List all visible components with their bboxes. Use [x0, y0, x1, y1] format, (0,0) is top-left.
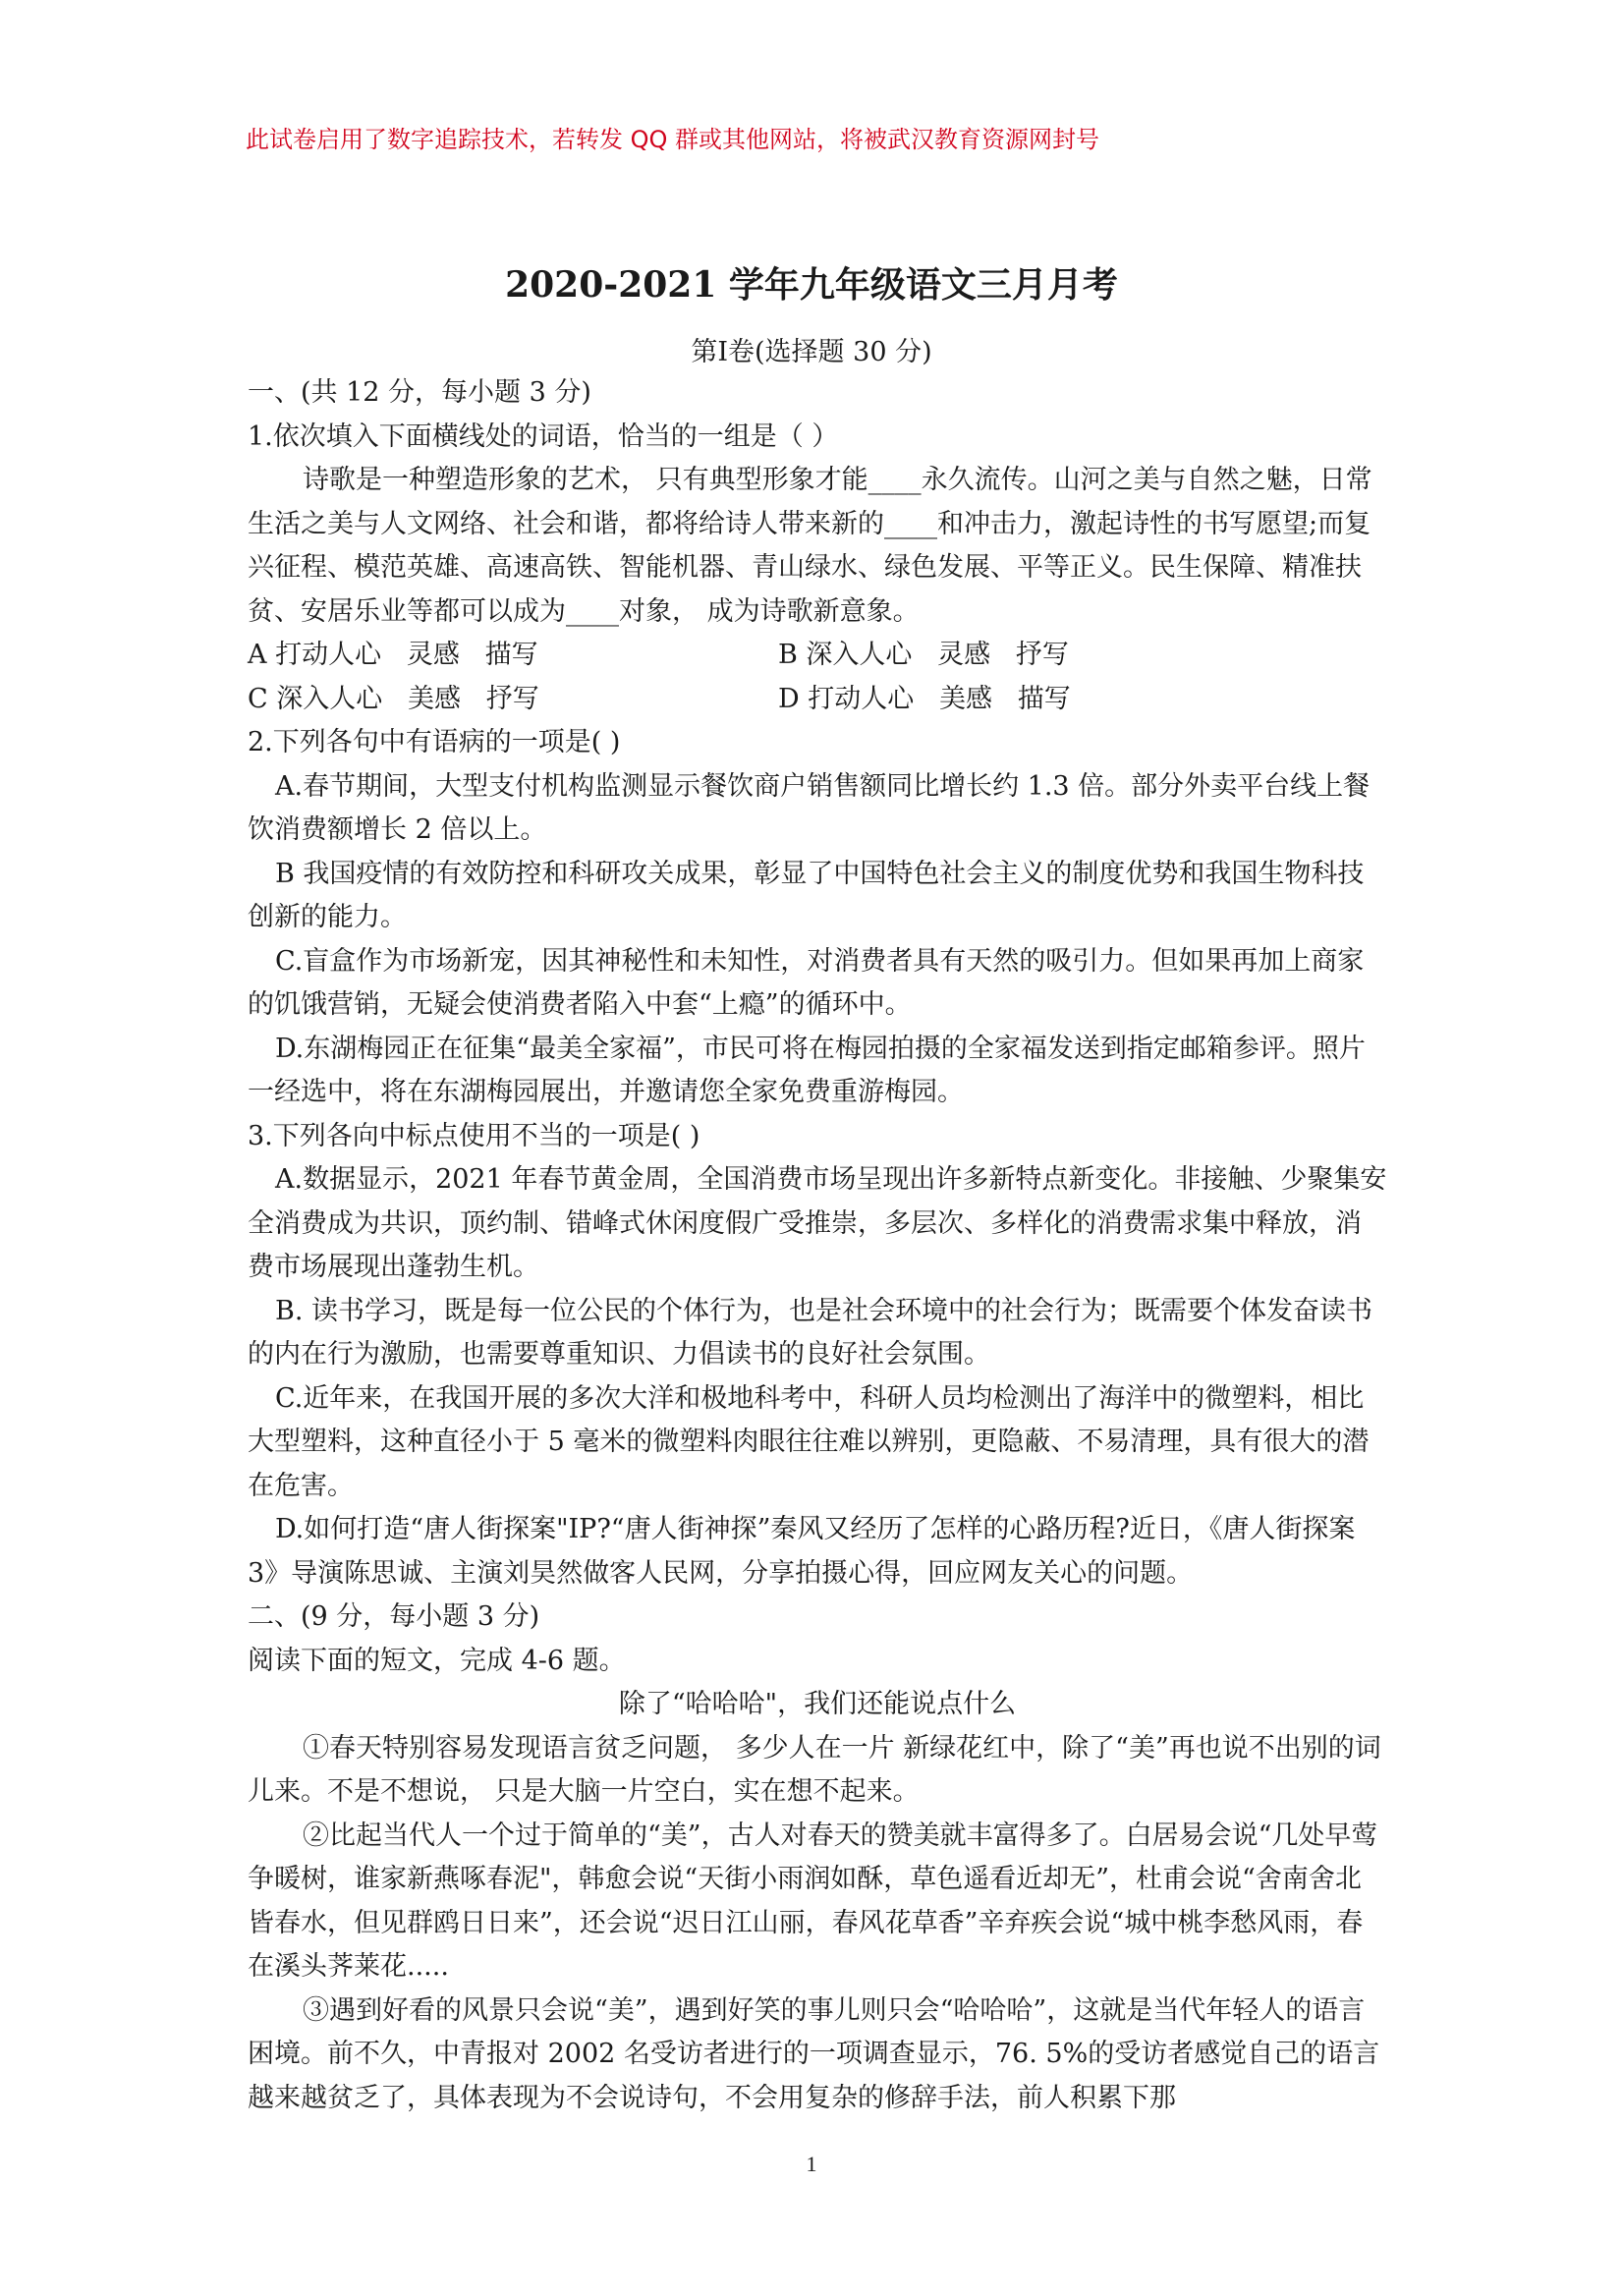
article-paragraph-3: ③遇到好看的风景只会说“美”，遇到好笑的事儿则只会“哈哈哈”，这就是当代年轻人的语言困境。前不久，中青报对 2002 名受访者进行的一项调查显示，76. 5%的受访者感觉自己的语言越来越贫乏了，具体表现为不会说诗句，不会用复杂的修辞手法，前人积累下那	[248, 1994, 1380, 2113]
exam-subtitle: 第Ⅰ卷(选择题 30 分)	[691, 337, 932, 367]
exam-content	[248, 371, 1387, 2120]
q1-stem: 1.依次填入下面横线处的词语，恰当的一组是（ ）	[248, 420, 839, 452]
article-paragraph-2: ②比起当代人一个过于简单的“美”，古人对春天的赞美就丰富得多了。白居易会说“几处早莺争暖树，谁家新燕啄春泥"，韩愈会说“天街小雨润如酥，草色遥看近却无”，杜甫会说“舍南舍北皆春水，但见群鸥日日来”，还会说“迟日江山丽，春风花草香”辛弃疾会说“城中桃李愁风雨，春在溪头荠莱花.....	[248, 1820, 1378, 1982]
q2-option-b: B 我国疫情的有效防控和科研攻关成果，彰显了中国特色社会主义的制度优势和我国生物科技创新的能力。	[248, 858, 1365, 932]
q1-options-row1	[248, 634, 1387, 678]
page-number: 1	[806, 2152, 817, 2176]
q1-option-d: D 打动人心 美感 描写	[778, 683, 1071, 714]
q3-option-b: B. 读书学习，既是每一位公民的个体行为，也是社会环境中的社会行为；既需要个体发奋读书的内在行为激励，也需要尊重知识、力倡读书的良好社会氛围。	[248, 1295, 1373, 1370]
q1-passage: 诗歌是一种塑造形象的艺术， 只有典型形象才能____永久流传。山河之美与自然之魅，日常生活之美与人文网络、社会和谐，都将给诗人带来新的____和冲击力，激起诗性的书写愿望;而复兴征程、模范英雄、高速高铁、智能机器、青山绿水、绿色发展、平等正义。民生保障、精准扶贫、安居乐业等都可以成为____对象， 成为诗歌新意象。	[248, 465, 1372, 627]
q2-option-c: C.盲盒作为市场新宠，因其神秘性和未知性，对消费者具有天然的吸引力。但如果再加上商家的饥饿营销，无疑会使消费者陷入中套“上瘾”的循环中。	[248, 945, 1365, 1020]
q2-option-d: D.东湖梅园正在征集“最美全家福”，市民可将在梅园拍摄的全家福发送到指定邮箱参评。照片一经选中，将在东湖梅园展出，并邀请您全家免费重游梅园。	[248, 1033, 1366, 1107]
q1-options-row2	[248, 678, 1387, 722]
q2-stem: 2.下列各句中有语病的一项是( )	[248, 727, 621, 757]
q2-option-a: A.春节期间，大型支付机构监测显示餐饮商户销售额同比增长约 1.3 倍。部分外卖平台线上餐饮消费额增长 2 倍以上。	[248, 770, 1371, 845]
article-paragraph-1: ①春天特别容易发现语言贫乏问题， 多少人在一片 新绿花红中，除了“美”再也说不出别的词儿来。不是不想说， 只是大脑一片空白，实在想不起来。	[248, 1732, 1381, 1807]
section1-heading: 一、(共 12 分，每小题 3 分)	[248, 377, 591, 408]
section2-heading: 二、(9 分，每小题 3 分)	[248, 1601, 540, 1632]
q3-option-c: C.近年来，在我国开展的多次大洋和极地科考中，科研人员均检测出了海洋中的微塑料，相比大型塑料，这种直径小于 5 毫米的微塑料肉眼往往难以辨别，更隐蔽、不易清理，具有很大的潜在危害。	[248, 1382, 1370, 1501]
article-title: 除了“哈哈哈"，我们还能说点什么	[618, 1689, 1017, 1719]
section2-instruction: 阅读下面的短文，完成 4-6 题。	[248, 1645, 626, 1676]
q1-option-c: C 深入人心 美感 抒写	[248, 683, 539, 714]
exam-title: 2020-2021 学年九年级语文三月月考	[505, 264, 1118, 306]
q1-option-a: A 打动人心 灵感 描写	[248, 640, 538, 670]
q3-option-d: D.如何打造“唐人街探案"IP?“唐人街神探”秦风又经历了怎样的心路历程?近日，《唐人街探案 3》导演陈思诚、主演刘昊然做客人民网，分享拍摄心得，回应网友关心的问题。	[248, 1514, 1356, 1589]
q3-stem: 3.下列各向中标点使用不当的一项是( )	[248, 1120, 700, 1151]
tracking-notice: 此试卷启用了数字追踪技术，若转发 QQ 群或其他网站，将被武汉教育资源网封号	[246, 126, 1100, 153]
q1-option-b: B 深入人心 灵感 抒写	[778, 640, 1069, 670]
q3-option-a: A.数据显示，2021 年春节黄金周，全国消费市场呈现出许多新特点新变化。非接触、少聚集安全消费成为共识，顶约制、错峰式休闲度假广受推崇，多层次、多样化的消费需求集中释放，消费市场展现出蓬勃生机。	[248, 1164, 1387, 1282]
